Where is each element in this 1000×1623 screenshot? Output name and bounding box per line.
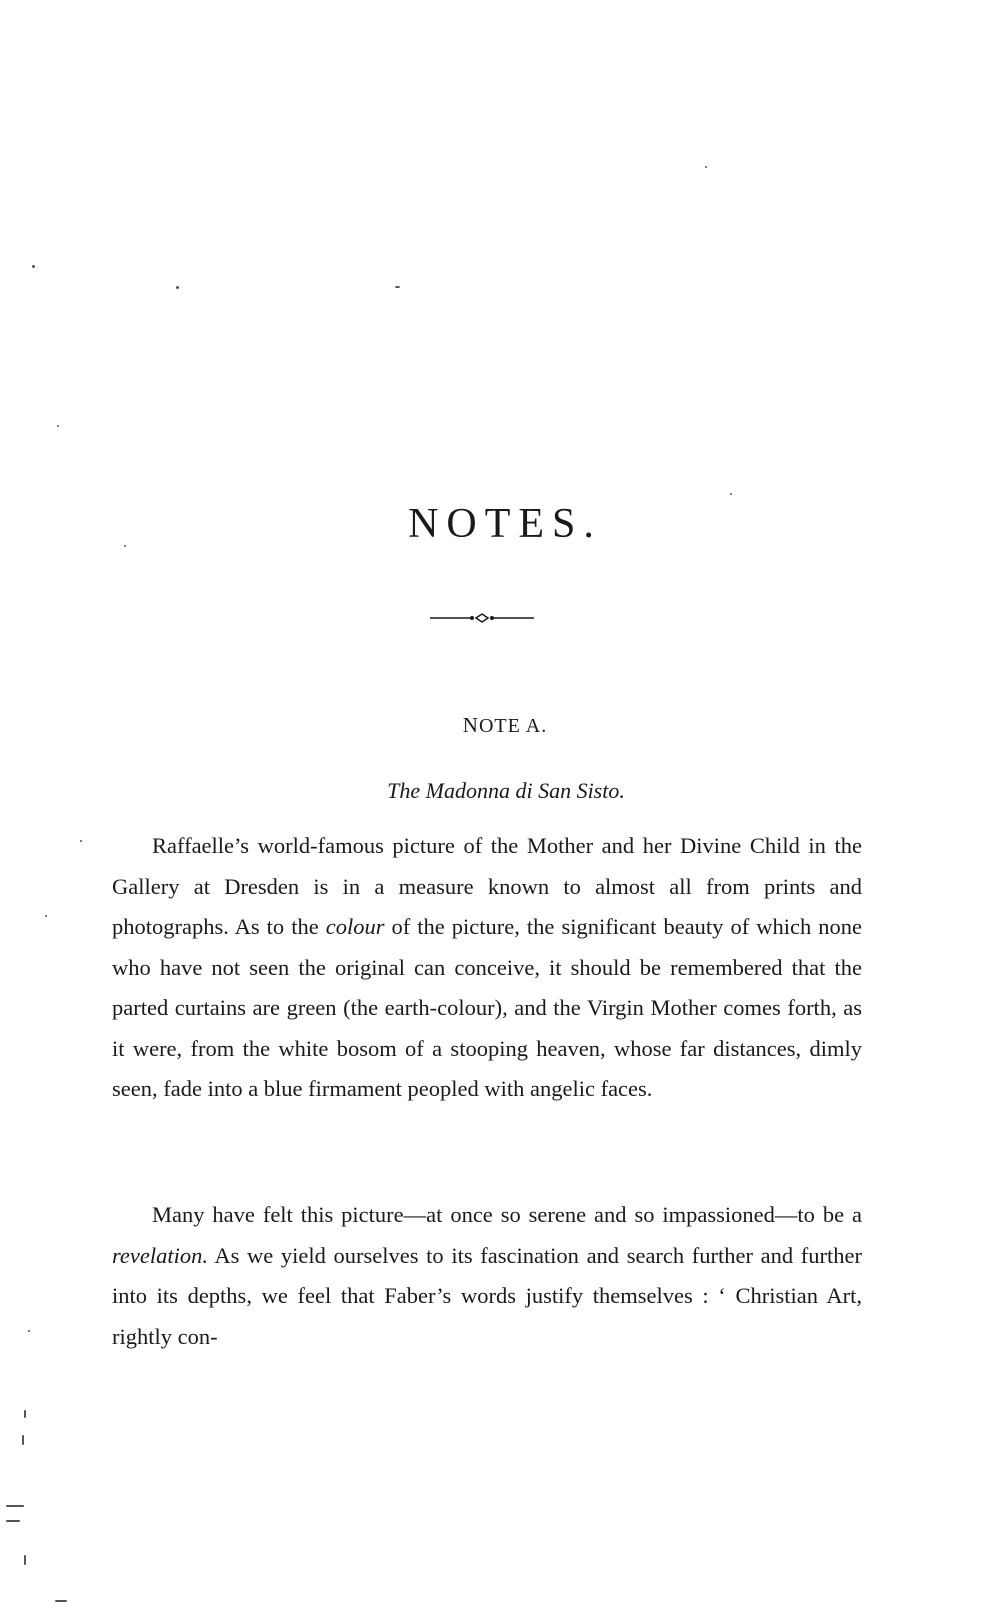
paragraph-2-text-b: As we yield ourselves to its fascination and search further and further into its depths, we feel that Faber’s words justify themselves : ‘ Christian Art, rightly con- [112, 1242, 862, 1349]
ornament-divider-icon [430, 612, 534, 624]
scan-speck [705, 166, 707, 168]
paragraph-1 [112, 826, 862, 1110]
scan-speck [32, 265, 35, 268]
scan-speck [730, 493, 732, 495]
scan-speck [176, 286, 179, 289]
scan-speck [28, 1330, 30, 1332]
paragraph-2 [112, 1195, 862, 1357]
scan-speck [22, 1435, 24, 1445]
scan-speck [55, 1600, 67, 1602]
scan-speck [24, 1410, 26, 1418]
note-subtitle: The Madonna di San Sisto. [387, 778, 625, 803]
scan-speck [124, 545, 126, 547]
note-heading-initial: N [462, 713, 479, 737]
scan-speck [6, 1505, 24, 1507]
paragraph-2-text-a: Many have felt this picture—at once so serene and so impassioned—to be a [152, 1202, 862, 1227]
note-heading [0, 713, 1000, 738]
scan-speck [57, 425, 59, 427]
paragraph-1-text-a: Raffaelle’s world-famous picture of the Mother and her Divine Child in the Gallery at Dresden is in a measure known to almost all from prints and photographs. As to the [112, 833, 862, 939]
note-heading-letter: A. [525, 715, 548, 737]
scan-speck [395, 286, 400, 288]
scan-speck [45, 915, 47, 917]
scan-speck [6, 1520, 20, 1522]
page-title: NOTES. [408, 501, 602, 547]
paragraph-2-emphasis: revelation. [112, 1242, 209, 1268]
scan-speck [24, 1555, 26, 1565]
scan-speck [80, 840, 82, 842]
note-heading-word: OTE [478, 715, 521, 737]
paragraph-1-text-b: of the picture, the significant beauty of which none who have not seen the original can conceive, it should be remembered that the parted curtains are green (the earth-colour), and the Virgin Mother comes forth, as it were, from the white bosom of a stooping heaven, whose far distances, dimly seen, fade into a blue firmament peopled with angelic faces. [112, 914, 862, 1101]
paragraph-1-emphasis: colour [325, 914, 385, 939]
